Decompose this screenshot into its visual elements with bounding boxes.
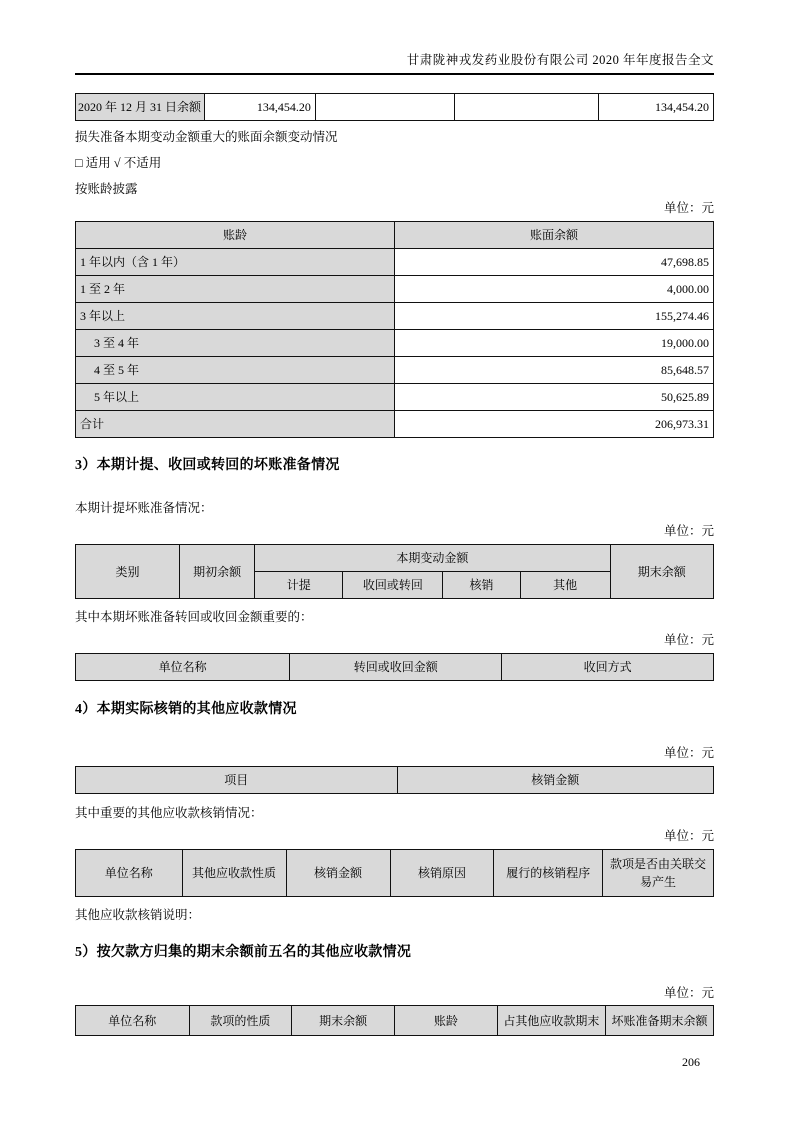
balance-row-label: 2020 年 12 月 31 日余额 [76, 94, 205, 121]
unit-label: 单位：元 [663, 829, 714, 843]
aging-row-value: 85,648.57 [395, 357, 714, 384]
table-header-row [76, 850, 714, 897]
detail-header-reason: 核销原因 [390, 850, 494, 897]
table-header-row [76, 222, 714, 249]
reversal-header-unit: 单位名称 [76, 654, 290, 681]
table-row [76, 249, 714, 276]
writeoff-detail-table [75, 849, 714, 897]
unit-label: 单位：元 [663, 986, 714, 1000]
aging-header-age: 账龄 [76, 222, 395, 249]
reversal-table [75, 653, 714, 681]
aging-total-label: 合计 [76, 411, 395, 438]
writeoff-header-amount: 核销金额 [397, 767, 713, 794]
provision-header-writeoff: 核销 [443, 572, 520, 599]
table-row [76, 411, 714, 438]
detail-header-procedure: 履行的核销程序 [494, 850, 602, 897]
provision-header-change-group: 本期变动金额 [255, 545, 610, 572]
provision-header-other: 其他 [520, 572, 610, 599]
balance-continuation-table [75, 93, 714, 121]
table-header-row [76, 767, 714, 794]
unit-label: 单位：元 [663, 633, 714, 647]
balance-value-2 [315, 94, 454, 121]
aging-row-label: 1 年以内（含 1 年） [76, 249, 395, 276]
table-row [76, 357, 714, 384]
applicable-checkbox-line: □ 适用 √ 不适用 [75, 156, 162, 170]
provision-table [75, 544, 714, 599]
section-heading-5: 5）按欠款方归集的期末余额前五名的其他应收款情况 [75, 945, 412, 960]
top5-header-closing: 期末余额 [292, 1006, 395, 1036]
detail-header-unit: 单位名称 [76, 850, 183, 897]
balance-value-4: 134,454.20 [598, 94, 714, 121]
aging-row-value: 19,000.00 [395, 330, 714, 357]
reversal-header-method: 收回方式 [502, 654, 714, 681]
table-row [76, 276, 714, 303]
unit-label: 单位：元 [663, 524, 714, 538]
aging-row-value: 50,625.89 [395, 384, 714, 411]
table-row [76, 330, 714, 357]
aging-row-value: 155,274.46 [395, 303, 714, 330]
table-header-row [76, 654, 714, 681]
top5-header-unit: 单位名称 [76, 1006, 190, 1036]
top5-header-proportion: 占其他应收款期末 [497, 1006, 605, 1036]
provision-header-closing: 期末余额 [610, 545, 713, 599]
provision-header-recover: 收回或转回 [343, 572, 443, 599]
table-row [76, 303, 714, 330]
paragraph-loss-change: 损失准备本期变动金额重大的账面余额变动情况 [75, 130, 338, 144]
aging-row-label: 3 年以上 [76, 303, 395, 330]
aging-row-label: 1 至 2 年 [76, 276, 395, 303]
paragraph-writeoff-important: 其中重要的其他应收款核销情况： [75, 806, 263, 820]
table-row [76, 384, 714, 411]
detail-header-amount: 核销金额 [286, 850, 390, 897]
aging-row-value: 4,000.00 [395, 276, 714, 303]
unit-label: 单位：元 [663, 746, 714, 760]
aging-table [75, 221, 714, 438]
provision-header-accrual: 计提 [255, 572, 343, 599]
paragraph-writeoff-desc: 其他应收款核销说明： [75, 908, 201, 922]
unit-label: 单位：元 [663, 201, 714, 215]
aging-row-label: 5 年以上 [76, 384, 395, 411]
provision-header-category: 类别 [76, 545, 180, 599]
writeoff-header-item: 项目 [76, 767, 398, 794]
paragraph-reversal-note: 其中本期坏账准备转回或收回金额重要的： [75, 610, 313, 624]
top5-header-nature: 款项的性质 [189, 1006, 292, 1036]
table-header-row [76, 545, 714, 572]
detail-header-related-party: 款项是否由关联交易产生 [602, 850, 713, 897]
table-header-row [76, 1006, 714, 1036]
aging-row-value: 47,698.85 [395, 249, 714, 276]
top5-table [75, 1005, 714, 1036]
detail-header-nature: 其他应收款性质 [182, 850, 286, 897]
paragraph-provision-note: 本期计提坏账准备情况： [75, 501, 213, 515]
top5-header-aging: 账龄 [394, 1006, 497, 1036]
page-number: 206 [682, 1055, 700, 1069]
writeoff-table [75, 766, 714, 794]
balance-value-3 [454, 94, 598, 121]
aging-row-label: 4 至 5 年 [76, 357, 395, 384]
running-header: 甘肃陇神戎发药业股份有限公司 2020 年年度报告全文 [75, 52, 714, 75]
top5-header-provision: 坏账准备期末余额 [606, 1006, 714, 1036]
aging-header-balance: 账面余额 [395, 222, 714, 249]
aging-row-label: 3 至 4 年 [76, 330, 395, 357]
table-row [76, 94, 714, 121]
section-heading-3: 3）本期计提、收回或转回的坏账准备情况 [75, 458, 340, 473]
balance-value-1: 134,454.20 [204, 94, 315, 121]
provision-header-opening: 期初余额 [179, 545, 254, 599]
aging-total-value: 206,973.31 [395, 411, 714, 438]
section-heading-4: 4）本期实际核销的其他应收款情况 [75, 702, 297, 717]
paragraph-aging-disclosure: 按账龄披露 [75, 182, 138, 196]
reversal-header-amount: 转回或收回金额 [290, 654, 502, 681]
